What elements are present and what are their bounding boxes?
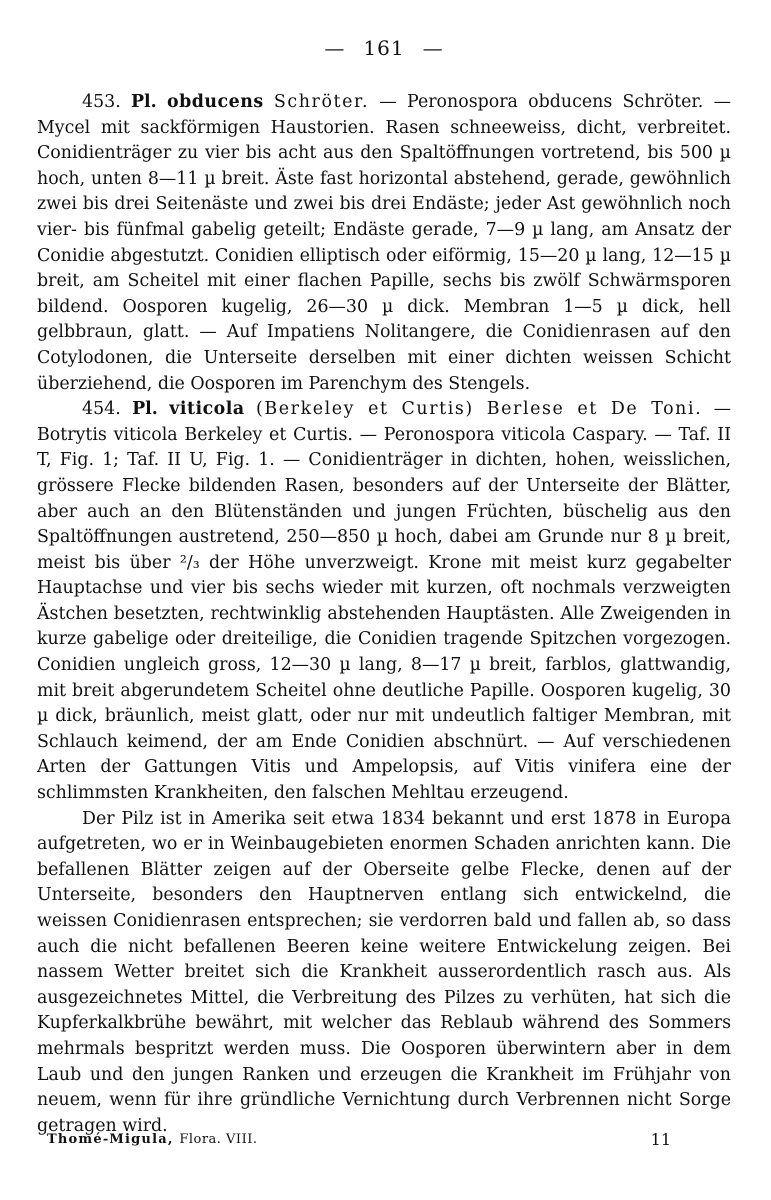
page-footer [47, 1130, 721, 1150]
entry-description: — Botrytis viticola Berkeley et Curtis. — Peronospora viticola Caspary. — Taf. II T, Fig. 1; Taf. II U, Fig. 1. — Conidienträger in dichten, hohen, weisslichen, grössere Flecke bildenden Rasen, besonders auf der Unterseite der Blätter, aber auch an den Blütenständen und jungen Früchten, büschelig aus den Spaltöffnungen austretend, 250—850 µ hoch, dabei am Grunde nur 8 µ breit, meist bis über ²/₃ der Höhe unverzweigt. Krone mit meist kurz gegabelter Hauptachse und vier bis sechs wieder mit kurzen, oft nochmals verzweigten Ästchen besetzten, rechtwinklig abstehenden Hauptästen. Alle Zweigenden in kurze gabelige oder dreiteilige, die Conidien tragende Spitzchen vorgezogen. Conidien ungleich gross, 12—30 µ lang, 8—17 µ breit, farblos, glattwandig, mit breit abgerundetem Scheitel ohne deutliche Papille. Oosporen kugelig, 30 µ dick, bräunlich, meist glatt, oder nur mit undeutlich faltiger Membran, mit Schlauch keimend, der am Ende Conidien abschnürt. — Auf verschiedenen Arten der Gattungen Vitis und Ampelopsis, auf Vitis vinifera eine der schlimmsten Krankheiten, den falschen Mehltau erzeugend. [37, 399, 732, 804]
entry-authors: (Berkeley et Curtis) Berlese et De Toni. [256, 399, 703, 420]
paragraph-text: Der Pilz ist in Amerika seit etwa 1834 bekannt und erst 1878 in Europa aufgetreten, wo er in Weinbaugebieten enormen Schaden anrichten kann. Die befallenen Blätter zeigen auf der Oberseite gelbe Flecke, denen auf der Unterseite, besonders den Hauptnerven entlang sich entwickelnd, die weissen Conidienrasen entsprechen; sie verdorren bald und fallen ab, so dass auch die nicht befallenen Beeren keine weitere Entwickelung zeigen. Bei nassem Wetter breitet sich die Krankheit ausserordentlich rasch aus. Als ausgezeichnetes Mittel, die Verbreitung des Pilzes zu verhüten, hat sich die Kupferkalkbrühe bewährt, mit welcher das Reblaub während des Sommers mehrmals bespritzt werden muss. Die Oosporen überwintern aber in dem Laub und den jungen Ranken und erzeugen die Krankheit im Frühjahr von neuem, wenn für ihre gründliche Vernichtung durch Verbrennen nicht Sorge getragen wird. [37, 808, 731, 1136]
entry-genus: Pl. [130, 92, 157, 112]
book-page [37, 30, 731, 1190]
entry-number: 453. [82, 92, 121, 112]
header-dash-left: — [324, 36, 346, 60]
header-dash-right: — [422, 36, 444, 60]
entry-number: 454. [82, 399, 121, 420]
entry-species: obducens [166, 92, 264, 112]
entry-authors: Schröter. [273, 92, 370, 112]
entry-description: — Peronospora obducens Schröter. — Mycel mit sackförmigen Haustorien. Rasen schneeweiss, dicht, verbreitet. Conidienträger zu vier bis acht aus den Spaltöffnungen vortretend, bis 500 µ hoch, unten 8—11 µ breit. Äste fast horizontal abstehend, gerade, gewöhnlich zwei bis drei Seitenäste und zwei bis drei Endäste; jeder Ast gewöhnlich noch vier- bis fünfmal gabelig geteilt; Endäste gerade, 7—9 µ lang, am Ansatz der Conidie abgestutzt. Conidien elliptisch oder eiförmig, 15—20 µ lang, 12—15 µ breit, am Scheitel mit einer flachen Papille, sechs bis zwölf Schwärmsporen bildend. Oosporen kugelig, 26—30 µ dick. Membran 1—5 µ dick, hell gelbbraun, glatt. — Auf Impatiens Nolitangere, die Conidienrasen auf den Cotylodonen, die Unterseite derselben mit einer dichten weissen Schicht überziehend, die Oosporen im Parenchym des Stengels. [37, 92, 731, 394]
footer-flora-volume: Flora. VIII. [179, 1132, 258, 1147]
page-number: 161 [363, 36, 405, 60]
footer-sheet-number: 11 [650, 1130, 671, 1149]
species-entry-454 [37, 397, 731, 807]
page-header [37, 30, 731, 68]
commentary-paragraph [37, 807, 731, 1140]
entry-species: viticola [169, 399, 245, 420]
footer-signature [47, 1130, 257, 1150]
entry-genus: Pl. [132, 399, 158, 420]
species-entry-453 [37, 90, 731, 397]
footer-author: Thomé-Migula, [47, 1132, 174, 1147]
